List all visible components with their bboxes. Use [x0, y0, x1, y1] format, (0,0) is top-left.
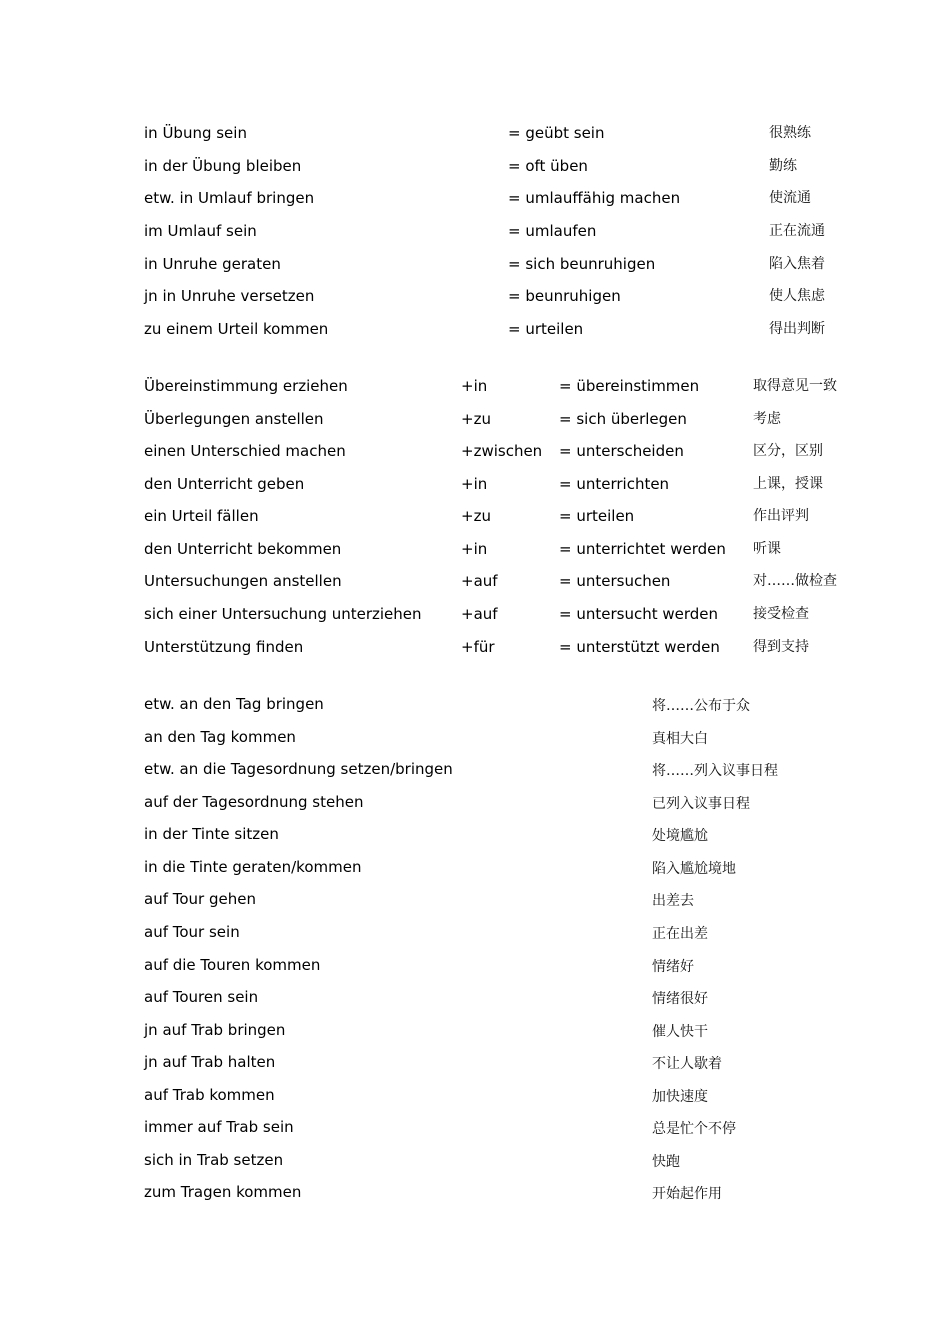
- table-row: [0, 255, 950, 287]
- german-phrase: einen Unterschied machen: [144, 442, 346, 460]
- table-row: [0, 320, 950, 352]
- chinese-translation: 情绪很好: [652, 991, 708, 1007]
- table-row: [0, 377, 950, 409]
- chinese-translation: 取得意见一致: [753, 378, 837, 394]
- german-phrase: zu einem Urteil kommen: [144, 320, 329, 338]
- chinese-translation: 勤练: [769, 158, 797, 174]
- preposition: +für: [461, 638, 495, 656]
- german-phrase: zum Tragen kommen: [144, 1183, 302, 1201]
- german-phrase: etw. an den Tag bringen: [144, 695, 324, 713]
- verb-equivalent: = unterrichtet werden: [559, 540, 726, 558]
- chinese-translation: 催人快干: [652, 1024, 708, 1040]
- preposition: +in: [461, 377, 488, 395]
- chinese-translation: 不让人歇着: [652, 1056, 722, 1072]
- german-phrase: Überlegungen anstellen: [144, 410, 324, 428]
- german-phrase: Unterstützung finden: [144, 638, 304, 656]
- german-phrase: Übereinstimmung erziehen: [144, 377, 348, 395]
- table-row: [0, 410, 950, 442]
- table-row: [0, 1183, 950, 1215]
- table-row: [0, 540, 950, 572]
- verb-equivalent: = oft üben: [508, 157, 588, 175]
- chinese-translation: 区分，区别: [753, 443, 823, 459]
- verb-equivalent: = umlauffähig machen: [508, 189, 681, 207]
- preposition: +in: [461, 475, 488, 493]
- chinese-translation: 得出判断: [769, 321, 825, 337]
- chinese-translation: 将……列入议事日程: [652, 763, 778, 779]
- german-phrase: in der Tinte sitzen: [144, 825, 279, 843]
- chinese-translation: 得到支持: [753, 639, 809, 655]
- verb-equivalent: = beunruhigen: [508, 287, 621, 305]
- table-row: [0, 1151, 950, 1183]
- verb-equivalent: = untersuchen: [559, 572, 671, 590]
- verb-equivalent: = übereinstimmen: [559, 377, 700, 395]
- german-phrase: Untersuchungen anstellen: [144, 572, 342, 590]
- german-phrase: auf Touren sein: [144, 988, 259, 1006]
- table-row: [0, 956, 950, 988]
- preposition: +in: [461, 540, 488, 558]
- verb-equivalent: = unterscheiden: [559, 442, 684, 460]
- verb-equivalent: = sich überlegen: [559, 410, 687, 428]
- verb-equivalent: = unterrichten: [559, 475, 670, 493]
- german-phrase: immer auf Trab sein: [144, 1118, 294, 1136]
- chinese-translation: 接受检查: [753, 606, 809, 622]
- verb-equivalent: = umlaufen: [508, 222, 597, 240]
- german-phrase: auf Tour sein: [144, 923, 240, 941]
- german-phrase: in Unruhe geraten: [144, 255, 281, 273]
- chinese-translation: 听课: [753, 541, 781, 557]
- chinese-translation: 考虑: [753, 411, 781, 427]
- chinese-translation: 加快速度: [652, 1089, 708, 1105]
- table-row: [0, 825, 950, 857]
- chinese-translation: 正在流通: [769, 223, 825, 239]
- preposition: +zu: [461, 410, 491, 428]
- table-row: [0, 923, 950, 955]
- german-phrase: im Umlauf sein: [144, 222, 257, 240]
- chinese-translation: 陷入尴尬境地: [652, 861, 736, 877]
- chinese-translation: 总是忙个不停: [652, 1121, 736, 1137]
- german-phrase: in Übung sein: [144, 124, 247, 142]
- german-phrase: jn in Unruhe versetzen: [144, 287, 315, 305]
- table-row: [0, 1021, 950, 1053]
- chinese-translation: 真相大白: [652, 731, 708, 747]
- table-row: [0, 1086, 950, 1118]
- preposition: +zu: [461, 507, 491, 525]
- preposition: +zwischen: [461, 442, 543, 460]
- chinese-translation: 已列入议事日程: [652, 796, 750, 812]
- chinese-translation: 作出评判: [753, 508, 809, 524]
- table-row: [0, 858, 950, 890]
- table-row: [0, 605, 950, 637]
- german-phrase: sich einer Untersuchung unterziehen: [144, 605, 422, 623]
- chinese-translation: 情绪好: [652, 959, 694, 975]
- chinese-translation: 很熟练: [769, 125, 811, 141]
- chinese-translation: 使人焦虑: [769, 288, 825, 304]
- verb-equivalent: = untersucht werden: [559, 605, 719, 623]
- chinese-translation: 使流通: [769, 190, 811, 206]
- table-row: [0, 572, 950, 604]
- table-row: [0, 793, 950, 825]
- german-phrase: sich in Trab setzen: [144, 1151, 284, 1169]
- chinese-translation: 出差去: [652, 893, 694, 909]
- verb-equivalent: = sich beunruhigen: [508, 255, 656, 273]
- german-phrase: an den Tag kommen: [144, 728, 296, 746]
- verb-equivalent: = geübt sein: [508, 124, 605, 142]
- chinese-translation: 处境尴尬: [652, 828, 708, 844]
- chinese-translation: 上课，授课: [753, 476, 823, 492]
- verb-equivalent: = urteilen: [559, 507, 635, 525]
- german-phrase: etw. an die Tagesordnung setzen/bringen: [144, 760, 453, 778]
- table-row: [0, 890, 950, 922]
- table-row: [0, 157, 950, 189]
- table-row: [0, 988, 950, 1020]
- table-row: [0, 222, 950, 254]
- preposition: +auf: [461, 572, 498, 590]
- table-row: [0, 695, 950, 727]
- german-phrase: den Unterricht geben: [144, 475, 305, 493]
- table-row: [0, 638, 950, 670]
- german-phrase: in der Übung bleiben: [144, 157, 302, 175]
- table-row: [0, 728, 950, 760]
- german-phrase: ein Urteil fällen: [144, 507, 259, 525]
- table-row: [0, 442, 950, 474]
- german-phrase: jn auf Trab bringen: [144, 1021, 286, 1039]
- preposition: +auf: [461, 605, 498, 623]
- table-row: [0, 760, 950, 792]
- table-row: [0, 475, 950, 507]
- german-phrase: den Unterricht bekommen: [144, 540, 342, 558]
- german-phrase: in die Tinte geraten/kommen: [144, 858, 362, 876]
- verb-equivalent: = unterstützt werden: [559, 638, 720, 656]
- table-row: [0, 1118, 950, 1150]
- german-phrase: auf Tour gehen: [144, 890, 256, 908]
- german-phrase: etw. in Umlauf bringen: [144, 189, 315, 207]
- table-row: [0, 124, 950, 156]
- table-row: [0, 507, 950, 539]
- chinese-translation: 对……做检查: [753, 573, 837, 589]
- chinese-translation: 将……公布于众: [652, 698, 750, 714]
- table-row: [0, 189, 950, 221]
- chinese-translation: 开始起作用: [652, 1186, 722, 1202]
- chinese-translation: 正在出差: [652, 926, 708, 942]
- german-phrase: auf die Touren kommen: [144, 956, 321, 974]
- german-phrase: auf der Tagesordnung stehen: [144, 793, 364, 811]
- chinese-translation: 快跑: [652, 1154, 680, 1170]
- table-row: [0, 1053, 950, 1085]
- verb-equivalent: = urteilen: [508, 320, 584, 338]
- german-phrase: jn auf Trab halten: [144, 1053, 276, 1071]
- table-row: [0, 287, 950, 319]
- german-phrase: auf Trab kommen: [144, 1086, 275, 1104]
- chinese-translation: 陷入焦着: [769, 256, 825, 272]
